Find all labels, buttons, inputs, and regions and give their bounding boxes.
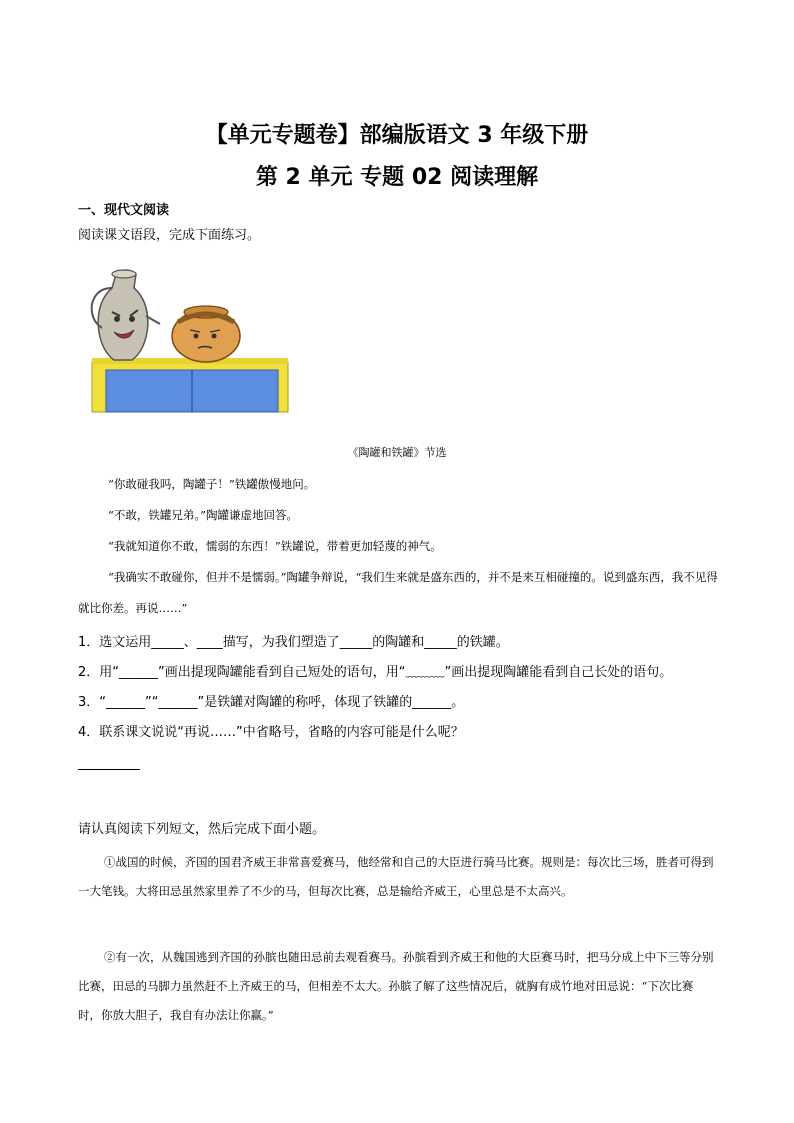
iron-jar xyxy=(92,270,160,360)
story-paragraph-1: ①战国的时候，齐国的国君齐威王非常喜爱赛马，他经常和自己的大臣进行骑马比赛。规则是：每次比三场，胜者可得到一大笔钱。大将田忌虽然家里养了不少的马，但每次比赛，总是输给齐威王，心里总是不太高兴。 xyxy=(78,855,714,898)
section2-instruction: 请认真阅读下列短文，然后完成下面小题。 xyxy=(78,822,326,837)
passage-paragraph: “我确实不敢碰你，但并不是懦弱。”陶罐争辩说，“我们生来就是盛东西的，并不是来互相碰撞的。说到盛东西，我不见得就比你差。再说……” xyxy=(78,570,718,615)
question-4: 4．联系课文说说“再说……”中省略号，省略的内容可能是什么呢？ xyxy=(78,725,464,740)
passage-paragraph: “你敢碰我吗，陶罐子！”铁罐傲慢地问。 xyxy=(108,477,316,491)
answer-line xyxy=(78,768,140,770)
passage-title: 《陶罐和铁罐》节选 xyxy=(347,446,447,459)
section-instruction: 阅读课文语段，完成下面练习。 xyxy=(78,228,261,243)
passage-paragraph: “不敢，铁罐兄弟。”陶罐谦虚地回答。 xyxy=(108,508,299,522)
question-3: 3．“______”“______”是铁罐对陶罐的称呼，体现了铁罐的______。 xyxy=(78,695,465,710)
question-2: 2．用“______”画出提现陶罐能看到自己短处的语句，用“﹏﹏﹏”画出提现陶罐能看到自己长处的语句。 xyxy=(78,665,673,680)
page-subtitle: 第 2 单元 专题 02 阅读理解 xyxy=(255,165,539,190)
jar-and-pot-illustration xyxy=(86,266,290,414)
clay-pot xyxy=(172,306,240,362)
section-heading: 一、现代文阅读 xyxy=(78,203,170,218)
question-1: 1．选文运用_____、____描写，为我们塑造了_____的陶罐和_____的铁罐。 xyxy=(78,635,509,650)
story-paragraph-2: ②有一次，从魏国逃到齐国的孙膑也随田忌前去观看赛马。孙膑看到齐威王和他的大臣赛马时，把马分成上中下三等分别比赛，田忌的马脚力虽然赶不上齐威王的马，但相差不太大。孙膑了解了这些情况后，就胸有成竹地对田忌说：“下次比赛时，你放大胆子，我自有办法让你赢。” xyxy=(78,950,714,1022)
page-title: 【单元专题卷】部编版语文 3 年级下册 xyxy=(205,123,589,148)
passage-paragraph: “我就知道你不敢，懦弱的东西！”铁罐说，带着更加轻蔑的神气。 xyxy=(108,539,442,553)
